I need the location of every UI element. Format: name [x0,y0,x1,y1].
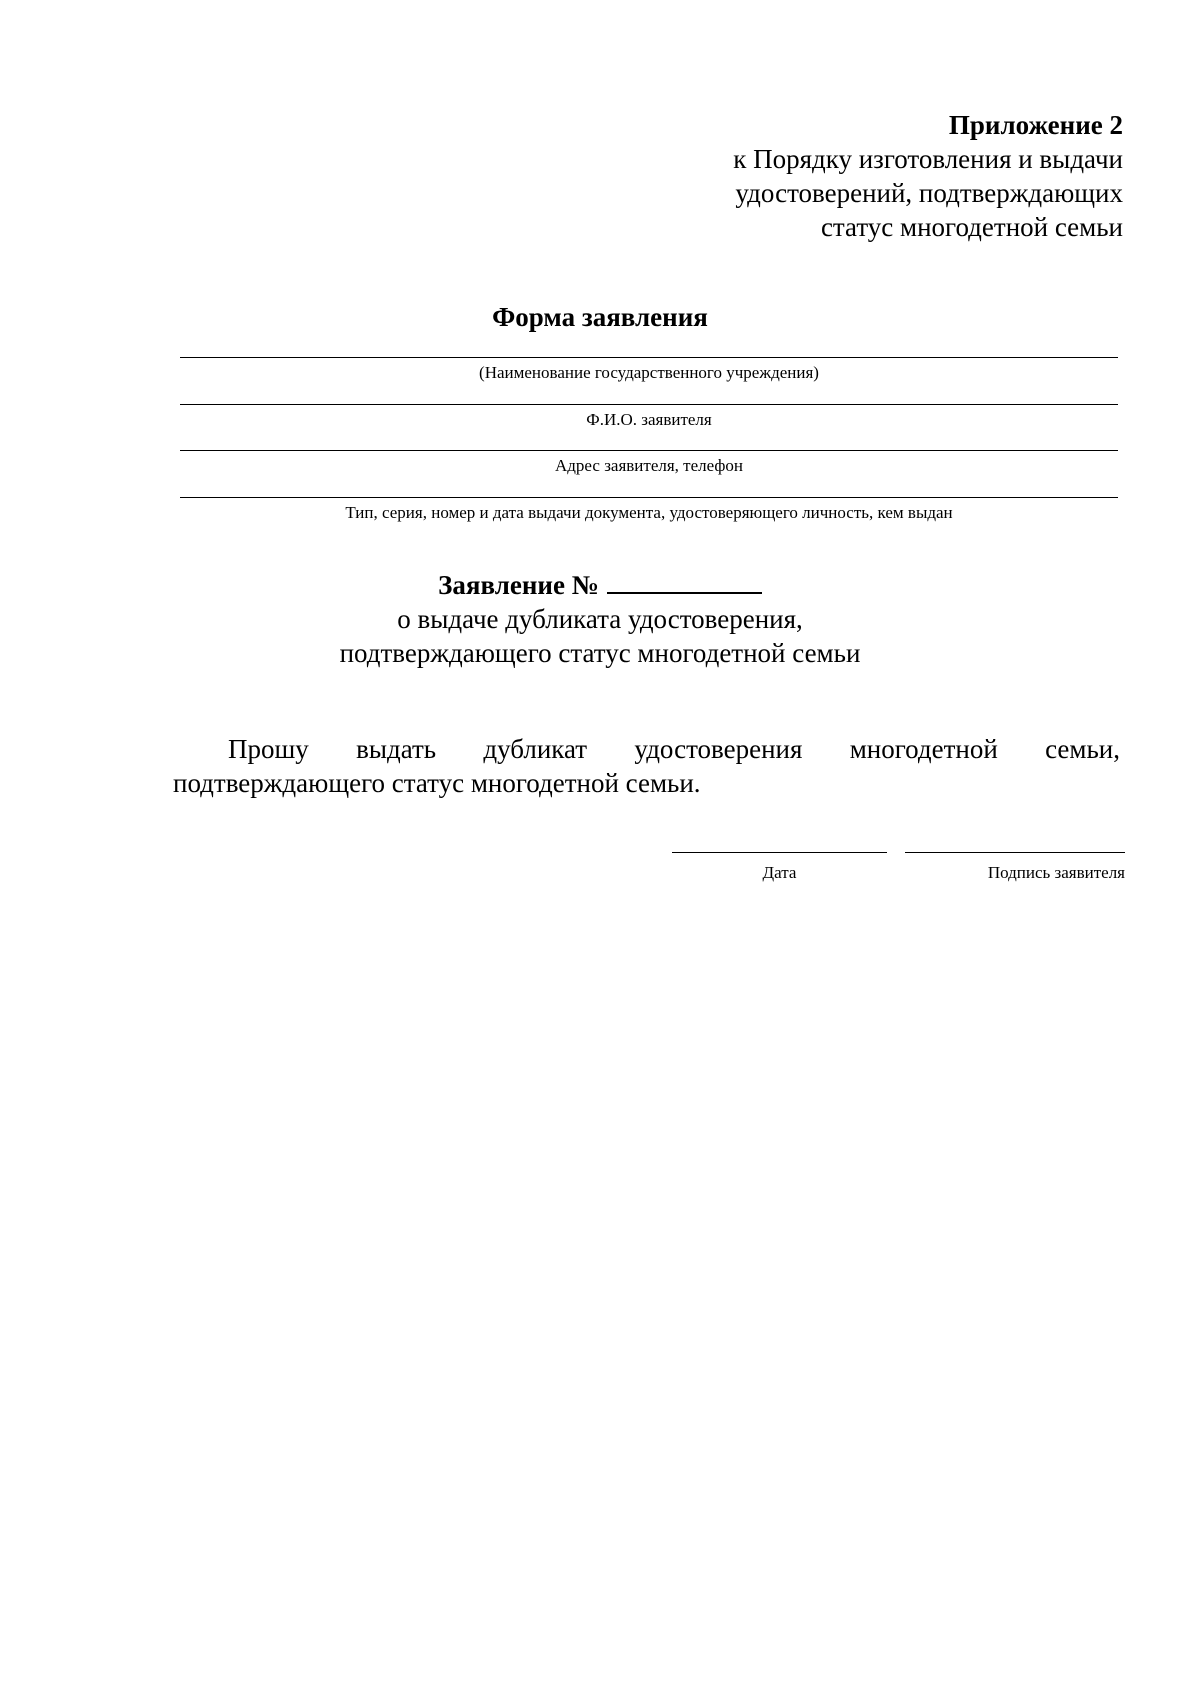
signature-line [905,852,1125,853]
statement-line-1: о выдаче дубликата удостоверения, [397,604,803,634]
appendix-header [733,108,1123,244]
request-word: дубликат [483,734,588,764]
statement-title: Заявление № [438,570,599,600]
request-word: выдать [356,734,437,764]
field-line [180,450,1118,451]
statement-title-row [0,568,1200,602]
field-line [180,404,1118,405]
institution-name-field[interactable] [180,357,1118,384]
request-word: многодетной [849,734,998,764]
statement-number-blank[interactable] [607,568,762,594]
signature-caption: Подпись заявителя [987,863,1125,882]
statement-line-2: подтверждающего статус многодетной семьи [339,638,861,668]
field-line [180,357,1118,358]
request-text [173,732,1120,800]
appendix-line-3: статус многодетной семьи [820,212,1123,242]
appendix-title: Приложение 2 [948,110,1123,140]
identity-document-field[interactable] [180,497,1118,524]
form-title: Форма заявления [492,302,708,332]
appendix-line-2: удостоверений, подтверждающих [735,178,1123,208]
request-word: семьи, [1045,734,1120,764]
applicant-address-field[interactable] [180,450,1118,477]
date-caption: Дата [762,863,797,882]
field-caption: Ф.И.О. заявителя [586,410,712,429]
date-line [672,852,887,853]
field-caption: Адрес заявителя, телефон [555,456,743,475]
request-line-2: подтверждающего статус многодетной семьи. [173,768,701,798]
applicant-name-field[interactable] [180,404,1118,431]
request-word: удостоверения [634,734,803,764]
field-caption: (Наименование государственного учреждения) [479,363,819,382]
request-word: Прошу [228,734,309,764]
date-field[interactable] [672,852,887,883]
request-line-1 [173,732,1120,766]
statement-heading [0,568,1200,670]
field-line [180,497,1118,498]
appendix-line-1: к Порядку изготовления и выдачи [733,144,1123,174]
field-caption: Тип, серия, номер и дата выдачи документа, удостоверяющего личность, кем выдан [345,503,953,522]
signature-field[interactable] [905,852,1125,883]
